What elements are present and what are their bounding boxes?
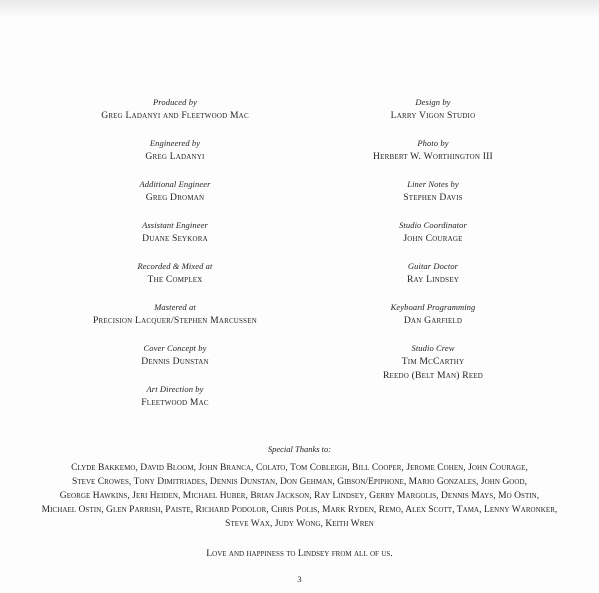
credit-block bbox=[40, 95, 310, 123]
credit-name: Fleetwood Mac bbox=[141, 397, 209, 408]
credit-names bbox=[40, 191, 310, 205]
credit-block bbox=[40, 177, 310, 205]
credit-block bbox=[318, 259, 548, 287]
credit-block bbox=[318, 218, 548, 246]
thanks-line: George Hawkins, Jeri Heiden, Michael Huber, Brian Jackson, Ray Lindsey, Gerry Margolis, Dennis Mays, Mo Ostin, bbox=[59, 491, 540, 501]
credit-name: The Complex bbox=[147, 274, 203, 285]
credit-names bbox=[40, 314, 310, 328]
thanks-line: Steve Wax, Judy Wong, Keith Wren bbox=[225, 519, 374, 529]
credit-name: Dan Garfield bbox=[403, 315, 463, 326]
credit-block bbox=[40, 341, 310, 369]
credit-block bbox=[318, 136, 548, 164]
credit-role: Recorded & Mixed at bbox=[137, 261, 213, 271]
credit-role: Photo by bbox=[417, 138, 449, 148]
credit-names bbox=[40, 150, 310, 164]
credit-name: Stephen Davis bbox=[403, 192, 463, 203]
credit-names bbox=[40, 232, 310, 246]
credit-block bbox=[40, 300, 310, 328]
credit-role: Mastered at bbox=[154, 302, 196, 312]
credit-name: Precision Lacquer/Stephen Marcussen bbox=[93, 315, 257, 326]
credit-names bbox=[318, 232, 548, 246]
thanks-line: Michael Ostin, Glen Parrish, Paiste, Richard Podolor, Chris Polis, Mark Ryden, Remo, Alex Scott, Tama, Lenny Waronker, bbox=[41, 505, 558, 515]
special-thanks-title: Special Thanks to: bbox=[267, 444, 332, 454]
credit-block bbox=[318, 177, 548, 205]
credit-names bbox=[318, 150, 548, 164]
credit-names bbox=[40, 109, 310, 123]
credits-left-column bbox=[40, 95, 310, 423]
credits-right-column bbox=[318, 95, 548, 396]
credit-names bbox=[318, 314, 548, 328]
credit-names bbox=[318, 273, 548, 287]
credit-role: Assistant Engineer bbox=[142, 220, 208, 230]
credit-name: Duane Seykora bbox=[142, 233, 208, 244]
page-number: 3 bbox=[297, 574, 302, 584]
credit-role: Design by bbox=[415, 97, 451, 107]
thanks-line: Clyde Bakkemo, David Bloom, John Branca, Colato, Tom Cobleigh, Bill Cooper, Jerome Cohen, John Courage, bbox=[71, 463, 528, 473]
credit-role: Additional Engineer bbox=[139, 179, 211, 189]
credit-block bbox=[40, 259, 310, 287]
credit-block bbox=[40, 136, 310, 164]
credit-role: Produced by bbox=[153, 97, 197, 107]
special-thanks-list bbox=[16, 461, 583, 531]
credit-role: Studio Coordinator bbox=[399, 220, 467, 230]
credit-name: Greg Droman bbox=[145, 192, 205, 203]
credit-name: Ray Lindsey bbox=[407, 274, 459, 285]
credit-names bbox=[318, 109, 548, 123]
credit-name: Greg Ladanyi bbox=[145, 151, 205, 162]
credit-name: Herbert W. Worthington III bbox=[373, 151, 493, 162]
thanks-line: Steve Crowes, Tony Dimitriades, Dennis Dunstan, Don Gehman, Gibson/Epiphone, Mario Gonzales, John Good, bbox=[71, 477, 528, 487]
credit-role: Engineered by bbox=[149, 138, 201, 148]
credit-block bbox=[318, 341, 548, 383]
credit-names bbox=[40, 396, 310, 410]
credit-role: Guitar Doctor bbox=[407, 261, 459, 271]
credit-role: Art Direction by bbox=[146, 384, 204, 394]
credit-name: Greg Ladanyi and Fleetwood Mac bbox=[101, 110, 249, 121]
credit-name: Larry Vigon Studio bbox=[390, 110, 476, 121]
credit-name: John Courage bbox=[403, 233, 463, 244]
credit-name: Reedo (Belt Man) Reed bbox=[382, 370, 484, 381]
credit-name: Dennis Dunstan bbox=[141, 356, 209, 367]
credit-block bbox=[40, 218, 310, 246]
credit-role: Studio Crew bbox=[411, 343, 455, 353]
credit-block bbox=[318, 95, 548, 123]
credit-role: Liner Notes by bbox=[407, 179, 459, 189]
page-top-edge bbox=[0, 0, 599, 18]
credit-name: Tim McCarthy bbox=[401, 356, 465, 367]
credit-names bbox=[40, 273, 310, 287]
closing-dedication: Love and happiness to Lindsey from all of us. bbox=[206, 548, 393, 559]
credit-names bbox=[40, 355, 310, 369]
credit-block bbox=[40, 382, 310, 410]
credit-block bbox=[318, 300, 548, 328]
credit-role: Cover Concept by bbox=[143, 343, 207, 353]
credit-names bbox=[318, 355, 548, 383]
credit-names bbox=[318, 191, 548, 205]
credit-role: Keyboard Programming bbox=[390, 302, 476, 312]
